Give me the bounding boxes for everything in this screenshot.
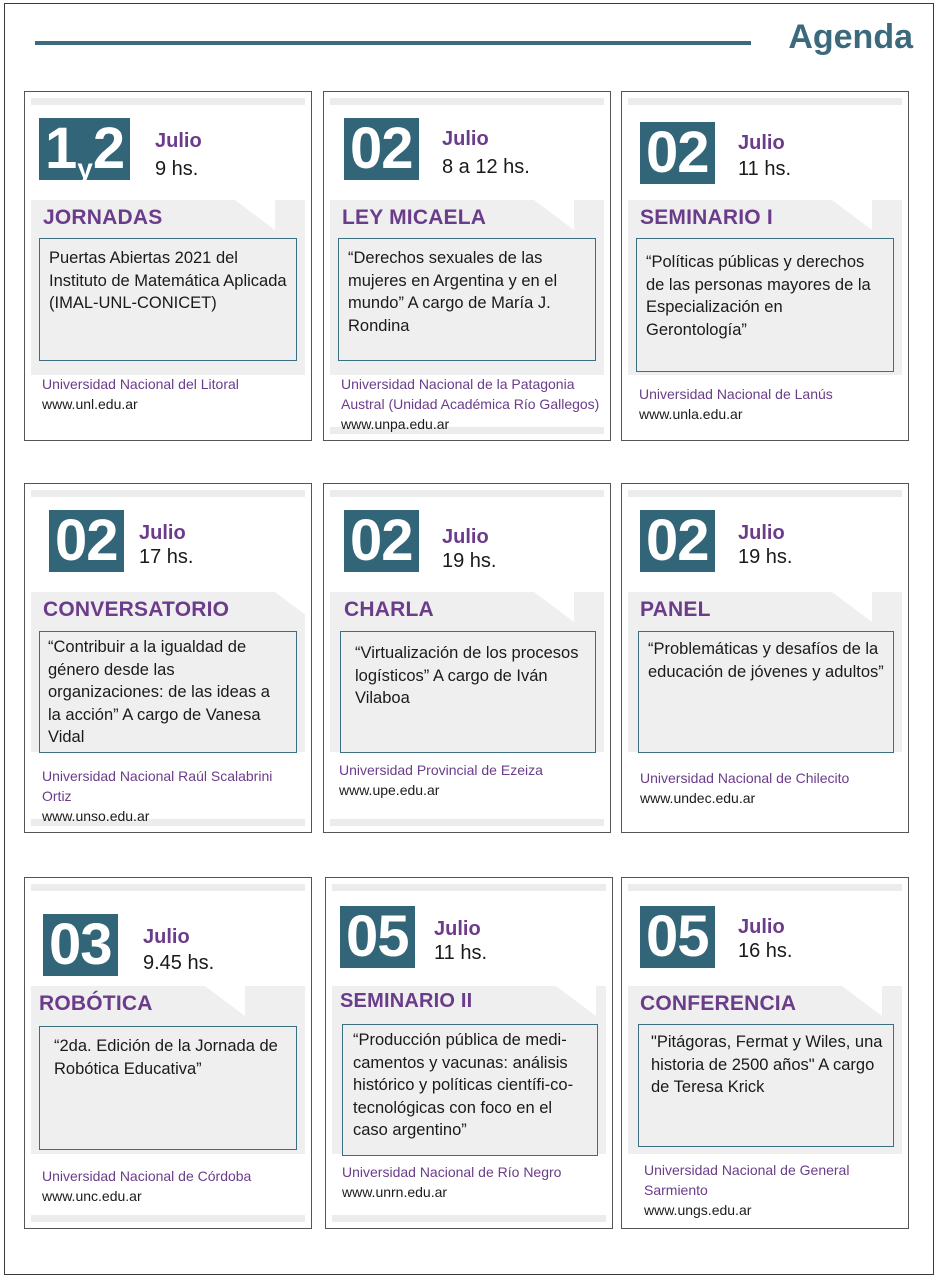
event-time: 19 hs. [442,550,497,572]
event-institution: Universidad Nacional Raúl Scalabrini Ortiz www.unso.edu.ar [42,768,273,824]
event-time: 17 hs. [139,546,194,568]
event-category: SEMINARIO II [340,990,473,1012]
event-description: "Pitágoras, Fermat y Wiles, una historia de 2500 años" A cargo de Teresa Krick [638,1024,894,1147]
event-institution: Universidad Nacional de Lanús www.unla.edu.ar [639,386,833,422]
event-day: 02 [49,510,124,572]
event-card [323,91,611,441]
event-month: Julio [442,526,489,548]
event-day: 1y2 [39,118,130,180]
event-url: www.unl.edu.ar [42,396,138,412]
event-day: 05 [640,906,715,968]
event-card [621,877,909,1229]
event-card [325,877,613,1229]
event-category: PANEL [640,598,711,621]
event-url: www.unso.edu.ar [42,808,150,824]
event-time: 9 hs. [155,158,199,180]
event-month: Julio [442,128,489,150]
event-institution: Universidad Nacional de Río Negro www.unrn.edu.ar [342,1164,562,1200]
event-description: “Derechos sexuales de las mujeres en Argentina y en el mundo” A cargo de María J. Rondina [338,238,596,361]
event-card [621,483,909,833]
event-day: 02 [344,118,419,180]
event-time: 11 hs. [434,942,487,964]
event-day: 03 [43,914,118,976]
agenda-page [4,3,934,1275]
event-institution: Universidad Nacional de Chilecito www.undec.edu.ar [640,770,850,806]
event-day: 02 [344,510,419,572]
event-month: Julio [143,926,190,948]
event-category: CHARLA [344,598,434,621]
event-card [24,91,312,441]
event-time: 16 hs. [738,940,793,962]
event-institution: Universidad Nacional del Litoral www.unl.edu.ar [42,376,239,412]
page-title: Agenda [788,18,913,56]
event-institution: Universidad Nacional de General Sarmiento www.ungs.edu.ar [644,1162,850,1218]
event-month: Julio [738,522,785,544]
event-url: www.unpa.edu.ar [341,416,450,432]
event-description: “Virtualización de los procesos logísticos” A cargo de Iván Vilaboa [340,631,596,753]
event-institution: Universidad Nacional de la Patagonia Austral (Unidad Académica Río Gallegos) www.unpa.edu.ar [341,376,600,432]
event-time: 9.45 hs. [143,952,215,974]
event-url: www.undec.edu.ar [640,790,756,806]
event-category: ROBÓTICA [39,992,153,1015]
event-time: 19 hs. [738,546,793,568]
event-description: “Políticas públicas y derechos de las personas mayores de la Especialización en Gerontología” [636,238,894,372]
event-description: “Contribuir a la igualdad de género desde las organizaciones: de las ideas a la acción” A cargo de Vanesa Vidal [39,631,297,753]
event-day: 05 [340,906,415,968]
event-institution: Universidad Provincial de Ezeiza www.upe.edu.ar [339,762,543,798]
event-description: “2da. Edición de la Jornada de Robótica Educativa” [39,1026,297,1150]
event-url: www.unla.edu.ar [639,406,743,422]
event-description: “Problemáticas y desafíos de la educación de jóvenes y adultos” [638,631,894,753]
event-card [24,877,312,1229]
event-time: 11 hs. [738,158,791,180]
event-description: “Producción pública de medi-camentos y vacunas: análisis histórico y políticas científi-co-tecnológicas con foco en el caso argentino” [342,1024,598,1156]
event-month: Julio [738,916,785,938]
event-url: www.ungs.edu.ar [644,1202,752,1218]
event-category: SEMINARIO I [640,206,773,229]
title-rule [35,41,751,45]
event-url: www.unrn.edu.ar [342,1184,448,1200]
event-category: LEY MICAELA [342,206,487,229]
event-month: Julio [155,130,202,152]
event-card [323,483,611,833]
event-day: 02 [640,122,715,184]
event-url: www.upe.edu.ar [339,782,440,798]
event-day: 02 [640,510,715,572]
event-card [621,91,909,441]
event-month: Julio [139,522,186,544]
event-category: CONVERSATORIO [43,598,230,621]
event-month: Julio [434,918,481,940]
event-time: 8 a 12 hs. [442,156,530,178]
event-institution: Universidad Nacional de Córdoba www.unc.edu.ar [42,1168,252,1204]
event-month: Julio [738,132,785,154]
event-category: JORNADAS [43,206,163,229]
event-category: CONFERENCIA [640,992,797,1015]
event-card [24,483,312,833]
event-description: Puertas Abiertas 2021 del Instituto de Matemática Aplicada (IMAL-UNL-CONICET) [39,238,297,361]
event-url: www.unc.edu.ar [42,1188,142,1204]
